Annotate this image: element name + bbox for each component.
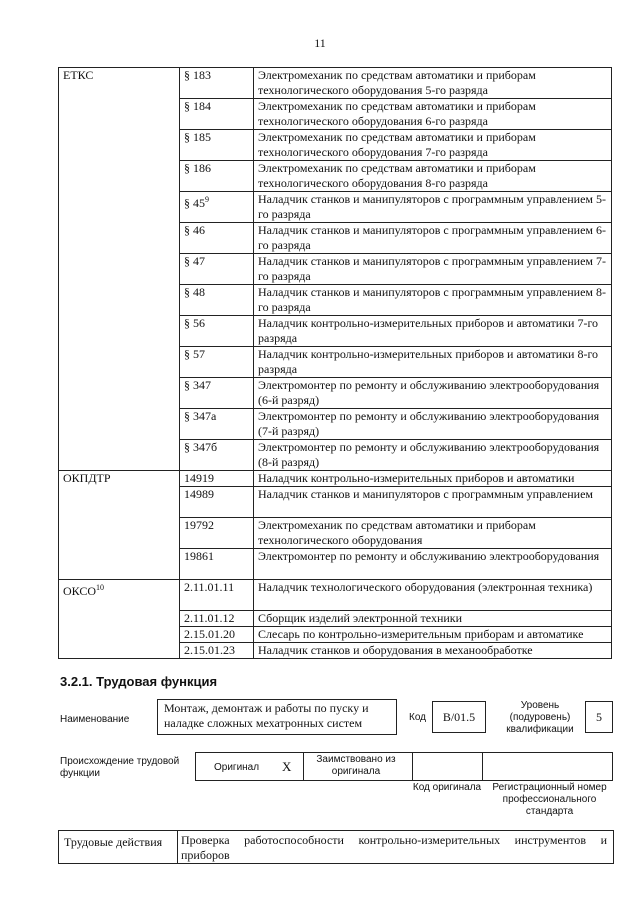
level-label: Уровень (подуровень) квалификации — [506, 700, 574, 735]
classifier-name: ОКСО — [63, 584, 97, 598]
code-cell — [180, 487, 254, 518]
code-text: § 47 — [184, 254, 205, 268]
code-text: § 57 — [184, 347, 205, 361]
origin-divider-3 — [482, 752, 483, 781]
section-heading: 3.2.1. Трудовая функция — [60, 674, 218, 689]
borrowed-label: Заимствовано из оригинала — [316, 754, 396, 777]
reg-number-caption: Регистрационный номер профессионального стандарта — [492, 782, 607, 817]
code-text: 19792 — [184, 518, 214, 532]
occupation-name-cell: Электромеханик по средствам автоматики и приборам технологического оборудования 7-го разряда — [254, 130, 612, 161]
code-cell — [180, 68, 254, 99]
code-text: 2.15.01.23 — [184, 643, 235, 657]
origin-divider-1 — [303, 752, 304, 781]
occupation-name-cell: Наладчик станков и манипуляторов с программным управлением — [254, 487, 612, 518]
table-row — [59, 68, 612, 99]
table-row — [59, 580, 612, 611]
related-codes-table — [58, 67, 612, 659]
code-text: § 183 — [184, 68, 211, 82]
code-text: § 186 — [184, 161, 211, 175]
occupation-name-cell: Наладчик станков и манипуляторов с программным управлением 5-го разряда — [254, 192, 612, 223]
occupation-name-cell: Наладчик контрольно-измерительных приборов и автоматики — [254, 471, 612, 487]
occupation-name-cell: Сборщик изделий электронной техники — [254, 611, 612, 627]
code-cell — [180, 627, 254, 643]
code-cell — [180, 285, 254, 316]
code-cell — [180, 611, 254, 627]
actions-row — [58, 830, 614, 864]
occupation-name-cell: Наладчик контрольно-измерительных приборов и автоматики 8-го разряда — [254, 347, 612, 378]
code-text: § 45 — [184, 196, 205, 210]
occupation-name-cell: Наладчик станков и манипуляторов с программным управлением 7-го разряда — [254, 254, 612, 285]
orig-code-caption: Код оригинала — [412, 782, 482, 793]
name-label: Наименование — [60, 714, 130, 725]
original-mark: X — [282, 759, 292, 774]
occupation-name-cell: Электромеханик по средствам автоматики и приборам технологического оборудования 8-го разряда — [254, 161, 612, 192]
code-text: § 347 — [184, 378, 211, 392]
occupation-name-cell: Наладчик станков и оборудования в механообработке — [254, 643, 612, 659]
code-text: § 184 — [184, 99, 211, 113]
code-cell — [180, 223, 254, 254]
code-text: 14989 — [184, 487, 214, 501]
occupation-name-cell: Наладчик станков и манипуляторов с программным управлением 6-го разряда — [254, 223, 612, 254]
occupation-name-cell: Слесарь по контрольно-измерительным приборам и автоматике — [254, 627, 612, 643]
code-text: § 185 — [184, 130, 211, 144]
actions-value: Проверка работоспособности контрольно-измерительных инструментов и приборов — [181, 833, 607, 862]
code-text: 2.11.01.12 — [184, 611, 235, 625]
code-cell — [180, 440, 254, 471]
code-text: § 48 — [184, 285, 205, 299]
code-cell — [180, 254, 254, 285]
code-cell — [180, 161, 254, 192]
code-cell — [180, 471, 254, 487]
occupation-name-cell: Наладчик контрольно-измерительных приборов и автоматики 7-го разряда — [254, 316, 612, 347]
code-text: § 46 — [184, 223, 205, 237]
origin-box — [195, 752, 613, 781]
footnote-ref: 10 — [96, 583, 105, 592]
classifier-cell — [59, 68, 180, 471]
code-cell — [180, 378, 254, 409]
table-row — [59, 471, 612, 487]
code-text: 2.15.01.20 — [184, 627, 235, 641]
occupation-name-cell: Электромеханик по средствам автоматики и приборам технологического оборудования 5-го разряда — [254, 68, 612, 99]
code-text: 14919 — [184, 471, 214, 485]
code-cell — [180, 643, 254, 659]
code-cell — [180, 130, 254, 161]
code-cell — [180, 192, 254, 223]
classifier-cell — [59, 580, 180, 659]
footnote-ref: 9 — [205, 195, 209, 204]
original-label: Оригинал — [214, 762, 260, 773]
origin-divider-2 — [412, 752, 413, 781]
actions-label: Трудовые действия — [64, 835, 163, 849]
occupation-name-cell: Электромонтер по ремонту и обслуживанию электрооборудования (7-й разряд) — [254, 409, 612, 440]
name-value: Монтаж, демонтаж и работы по пуску и наладке сложных мехатронных систем — [157, 699, 397, 735]
level-value: 5 — [585, 701, 613, 733]
code-cell — [180, 409, 254, 440]
occupation-name-cell: Электромонтер по ремонту и обслуживанию электрооборудования (8-й разряд) — [254, 440, 612, 471]
classifier-name: ЕТКС — [63, 68, 94, 82]
classifier-name: ОКПДТР — [63, 471, 111, 485]
code-text: § 56 — [184, 316, 205, 330]
code-text: § 347а — [184, 409, 217, 423]
code-cell — [180, 518, 254, 549]
code-cell — [180, 580, 254, 611]
code-text: 19861 — [184, 549, 214, 563]
origin-label: Происхождение трудовой функции — [60, 756, 180, 779]
code-cell — [180, 99, 254, 130]
code-value: B/01.5 — [432, 701, 486, 733]
page-number: 11 — [314, 36, 326, 50]
occupation-name-cell: Наладчик станков и манипуляторов с программным управлением 8-го разряда — [254, 285, 612, 316]
occupation-name-cell: Наладчик технологического оборудования (электронная техника) — [254, 580, 612, 611]
code-cell — [180, 316, 254, 347]
classifier-cell — [59, 471, 180, 580]
code-cell — [180, 549, 254, 580]
actions-divider — [177, 830, 178, 864]
occupation-name-cell: Электромонтер по ремонту и обслуживанию электрооборудования (6-й разряд) — [254, 378, 612, 409]
occupation-name-cell: Электромонтер по ремонту и обслуживанию электрооборудования — [254, 549, 612, 580]
occupation-name-cell: Электромеханик по средствам автоматики и приборам технологического оборудования 6-го разряда — [254, 99, 612, 130]
code-text: § 347б — [184, 440, 218, 454]
code-text: 2.11.01.11 — [184, 580, 235, 594]
occupation-name-cell: Электромеханик по средствам автоматики и приборам технологического оборудования — [254, 518, 612, 549]
code-cell — [180, 347, 254, 378]
code-label: Код — [409, 712, 427, 723]
